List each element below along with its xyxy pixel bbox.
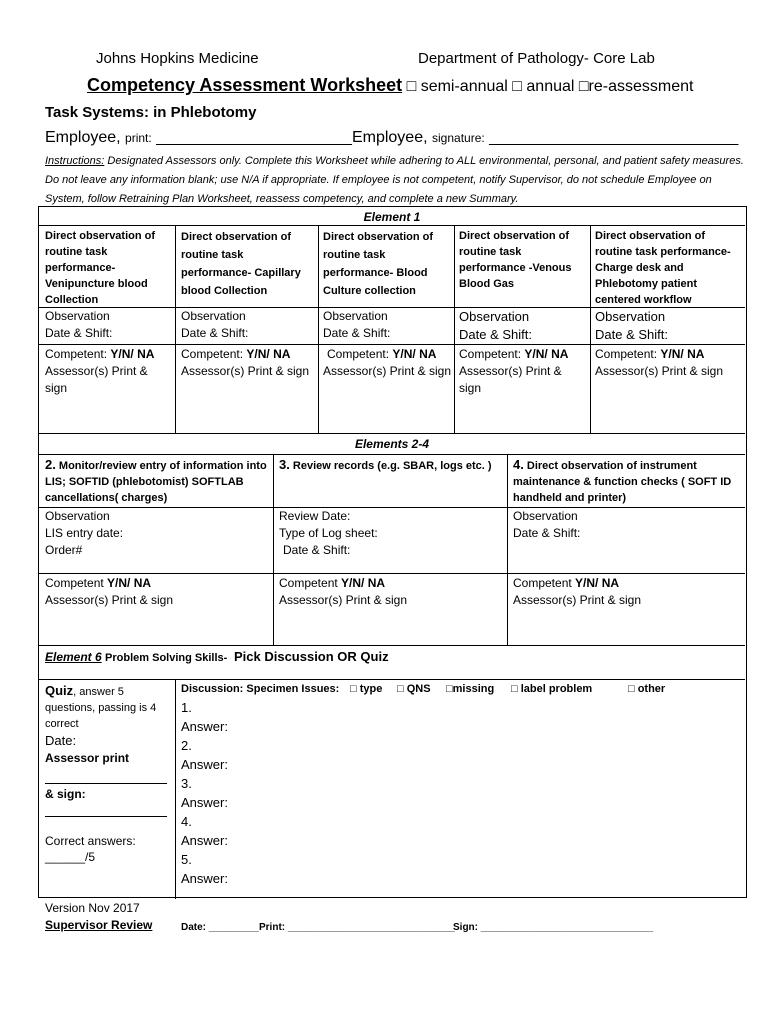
e1-col1-head: Direct observation of routine task performance- Venipuncture blood Collection	[45, 230, 156, 306]
e1-col4-comp[interactable]	[459, 346, 587, 397]
e1-col3-comp-label: Competent:	[327, 347, 390, 361]
q1-answer[interactable]: Answer:	[181, 719, 228, 734]
supervisor-print[interactable]: Print: ______________________________	[259, 922, 455, 933]
e1-col2-comp[interactable]	[181, 346, 313, 380]
e3-obs[interactable]	[279, 508, 505, 559]
opt-label-problem[interactable]: □ label problem	[511, 683, 593, 695]
e1-col3-obs[interactable]	[323, 308, 451, 342]
employee-print-label: Employee,	[45, 129, 121, 146]
e4-obs[interactable]	[513, 508, 743, 542]
department-name: Department of Pathology- Core Lab	[418, 50, 655, 67]
employee-sign-small: signature:	[432, 131, 485, 145]
e3-assessor: Assessor(s) Print & sign	[279, 593, 408, 607]
q5-answer[interactable]: Answer:	[181, 871, 228, 886]
e1-col4-head: Direct observation of routine task performance -Venous Blood Gas	[459, 230, 572, 290]
e3-log-type: Type of Log sheet:	[279, 526, 378, 540]
e1-col5-assessor: Assessor(s) Print & sign	[595, 364, 724, 378]
opt-other[interactable]: □ other	[628, 683, 666, 695]
quiz-assessor-print-line[interactable]	[45, 773, 167, 784]
assessment-type-options[interactable]: □ semi-annual □ annual □re-assessment	[406, 78, 694, 95]
e2-obs-label: Observation	[45, 509, 110, 523]
e2-num: 2.	[45, 457, 56, 472]
opt-qns[interactable]: □ QNS	[397, 683, 431, 695]
e1-col4-date: Date & Shift:	[459, 327, 532, 342]
e1-col2-comp-vals[interactable]: Y/N/ NA	[246, 347, 291, 361]
title-row	[87, 75, 693, 96]
e1-col5-obs[interactable]	[595, 308, 743, 344]
worksheet-table	[38, 206, 747, 898]
supervisor-review: Supervisor Review	[45, 918, 153, 932]
elements24-title: Elements 2-4	[354, 437, 430, 451]
discussion-answers[interactable]	[181, 698, 741, 888]
q4-answer[interactable]: Answer:	[181, 833, 228, 848]
e2-order: Order#	[45, 543, 83, 557]
e1-col4-obs-label: Observation	[459, 309, 530, 324]
e1-col2-head: Direct observation of routine task performance- Capillary blood Collection	[181, 231, 301, 297]
e1-col2-obs-label: Observation	[181, 309, 246, 323]
e2-obs[interactable]	[45, 508, 271, 559]
quiz-assessor-print: Assessor print	[45, 751, 130, 765]
e2-comp[interactable]	[45, 575, 271, 609]
e1-col1-comp-vals[interactable]: Y/N/ NA	[110, 347, 155, 361]
instructions-text: Designated Assessors only. Complete this Worksheet while adhering to ALL environmental, personal, and patient safety measures. Do not leave any information blank; use N/A if appropriate. If employee is not competent, notify Supervisor, do not schedule Employee on System, follow Retraining Plan Worksheet, reassess competency, and complete a new Summary.	[45, 155, 744, 205]
employee-sign-label: Employee,	[351, 129, 428, 146]
q2-answer[interactable]: Answer:	[181, 757, 228, 772]
q1-number: 1.	[181, 700, 192, 715]
e1-col5-comp-vals[interactable]: Y/N/ NA	[660, 347, 705, 361]
e4-assessor: Assessor(s) Print & sign	[513, 593, 642, 607]
org-name: Johns Hopkins Medicine	[96, 50, 259, 67]
e3-num: 3.	[279, 457, 290, 472]
e3-comp-label: Competent	[279, 576, 338, 590]
e1-col1-assessor: Assessor(s) Print & sign	[45, 364, 148, 395]
q4-number: 4.	[181, 814, 192, 829]
employee-print-row[interactable]	[45, 129, 738, 147]
e4-obs-label: Observation	[513, 509, 578, 523]
e1-col2-comp-label: Competent:	[181, 347, 244, 361]
instructions	[45, 152, 745, 209]
e1-col5-date: Date & Shift:	[595, 327, 668, 342]
e4-comp-label: Competent	[513, 576, 572, 590]
quiz-sign-line[interactable]	[45, 802, 167, 817]
e1-col3-comp[interactable]	[323, 346, 453, 380]
e1-col2-date: Date & Shift:	[181, 326, 249, 340]
e1-col5-head: Direct observation of routine task performance- Charge desk and Phlebotomy patient centered workflow	[595, 230, 731, 306]
e3-comp[interactable]	[279, 575, 505, 609]
e1-col5-comp-label: Competent:	[595, 347, 658, 361]
q2-number: 2.	[181, 738, 192, 753]
quiz-score[interactable]: ______/5	[45, 850, 96, 864]
supervisor-sign[interactable]: Sign: _______________________________	[453, 922, 654, 933]
element6-header	[45, 648, 745, 667]
e1-col3-obs-label: Observation	[323, 309, 388, 323]
employee-sign-line[interactable]: ____________________________	[489, 129, 739, 146]
e4-head-text: Direct observation of instrument maintenance & function checks ( SOFT ID handheld and printer)	[513, 460, 732, 504]
e2-head-text: Monitor/review entry of information into LIS; SOFTID (phlebotomist) SOFTLAB cancellations( charges)	[45, 460, 267, 504]
quiz-label: Quiz	[45, 683, 74, 698]
element6-skills: Problem Solving Skills-	[105, 652, 228, 664]
e2-head	[45, 457, 271, 506]
version: Version Nov 2017	[45, 901, 140, 915]
element6-label: Element 6	[45, 650, 102, 664]
e2-comp-vals[interactable]: Y/N/ NA	[107, 576, 152, 590]
e1-col3-date: Date & Shift:	[323, 326, 391, 340]
e1-col4-obs[interactable]	[459, 308, 587, 344]
q3-number: 3.	[181, 776, 192, 791]
quiz-correct-label: Correct answers:	[45, 834, 136, 848]
employee-print-line[interactable]: ______________________	[156, 129, 352, 146]
e1-col5-obs-label: Observation	[595, 309, 666, 324]
e2-comp-label: Competent	[45, 576, 104, 590]
e3-head-text: Review records (e.g. SBAR, logs etc. )	[292, 460, 492, 472]
e2-lis-date: LIS entry date:	[45, 526, 124, 540]
e1-col5-comp[interactable]	[595, 346, 743, 380]
e1-col4-comp-vals[interactable]: Y/N/ NA	[524, 347, 569, 361]
opt-type[interactable]: □ type	[350, 683, 383, 695]
e1-col1-obs[interactable]	[45, 308, 173, 342]
opt-missing[interactable]: □missing	[446, 683, 495, 695]
employee-print-small: print:	[125, 131, 152, 145]
e1-col3-head: Direct observation of routine task performance- Blood Culture collection	[323, 231, 434, 297]
e1-col1-comp[interactable]	[45, 346, 173, 397]
e3-comp-vals[interactable]: Y/N/ NA	[341, 576, 386, 590]
e4-head	[513, 457, 743, 506]
e1-col3-assessor: Assessor(s) Print & sign	[323, 364, 452, 378]
quiz-note: , answer 5 questions, passing is 4 correct	[45, 686, 157, 730]
instructions-label: Instructions:	[45, 155, 105, 167]
discussion-label: Discussion: Specimen Issues:	[181, 683, 340, 695]
e4-num: 4.	[513, 457, 524, 472]
quiz-block[interactable]	[45, 683, 173, 865]
element6-pick: Pick Discussion OR Quiz	[233, 649, 389, 664]
e4-date-shift: Date & Shift:	[513, 526, 581, 540]
e3-head	[279, 457, 505, 474]
e1-col3-comp-vals[interactable]: Y/N/ NA	[392, 347, 437, 361]
quiz-sign: & sign:	[45, 787, 86, 801]
e1-col2-assessor: Assessor(s) Print & sign	[181, 364, 310, 378]
e2-assessor: Assessor(s) Print & sign	[45, 593, 174, 607]
supervisor-date[interactable]: Date: _________	[181, 922, 259, 933]
e4-comp[interactable]	[513, 575, 743, 609]
task-systems: Task Systems: in Phlebotomy	[45, 104, 257, 121]
e1-col1-comp-label: Competent:	[45, 347, 108, 361]
e1-col1-obs-label: Observation	[45, 309, 110, 323]
worksheet-title: Competency Assessment Worksheet	[87, 75, 403, 95]
quiz-date: Date:	[45, 733, 77, 748]
element1-title: Element 1	[363, 210, 421, 224]
e3-review-date: Review Date:	[279, 509, 351, 523]
q5-number: 5.	[181, 852, 192, 867]
e1-col4-comp-label: Competent:	[459, 347, 522, 361]
q3-answer[interactable]: Answer:	[181, 795, 228, 810]
e1-col2-obs[interactable]	[181, 308, 313, 342]
e4-comp-vals[interactable]: Y/N/ NA	[575, 576, 620, 590]
e1-col4-assessor: Assessor(s) Print & sign	[459, 364, 562, 395]
e1-col1-date: Date & Shift:	[45, 326, 113, 340]
e3-date-shift: Date & Shift:	[283, 543, 351, 557]
